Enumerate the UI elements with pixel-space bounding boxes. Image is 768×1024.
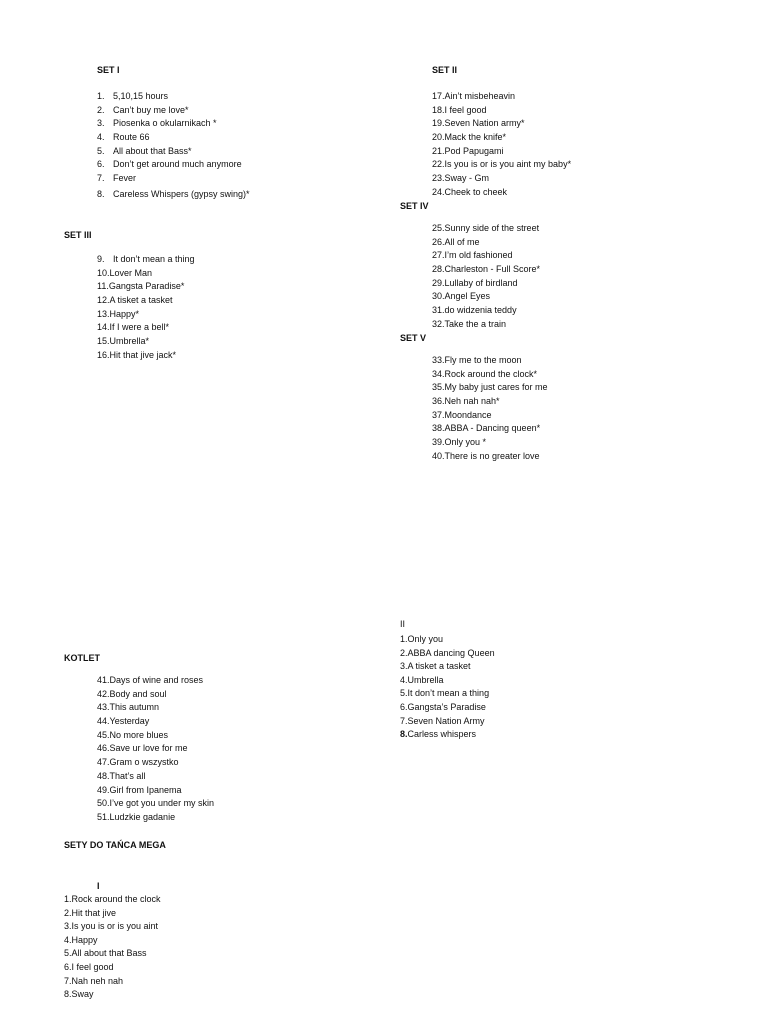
item-title: Gangsta’s Paradise xyxy=(407,701,486,712)
kotlet-list xyxy=(97,674,214,825)
item-title: It don’t mean a thing xyxy=(407,688,490,699)
list-item xyxy=(400,674,495,688)
item-number: 6. xyxy=(400,701,408,712)
list-item xyxy=(97,742,214,756)
mega-i-list xyxy=(64,893,161,1002)
list-item xyxy=(400,647,495,661)
item-title: I’m old fashioned xyxy=(444,250,513,261)
item-number: 26. xyxy=(432,236,445,247)
item-number: 28. xyxy=(432,264,445,275)
item-number: 48. xyxy=(97,770,110,781)
item-title: Umbrella* xyxy=(109,336,150,347)
list-item xyxy=(97,688,214,702)
list-item xyxy=(432,450,548,464)
item-number: 24. xyxy=(432,186,445,197)
list-item xyxy=(432,318,540,332)
list-item xyxy=(432,395,548,409)
item-number: 40. xyxy=(432,450,445,461)
item-title: Don’t get around much anymore xyxy=(113,159,242,170)
item-number: 3. xyxy=(97,118,105,129)
list-item xyxy=(432,263,540,277)
item-title: Is you is or is you aint my baby* xyxy=(444,159,572,170)
list-item xyxy=(97,145,250,159)
list-item xyxy=(97,131,250,145)
item-number: 12. xyxy=(97,295,110,306)
item-title: Only you * xyxy=(444,437,487,448)
list-item xyxy=(432,381,548,395)
item-number: 1. xyxy=(97,91,105,101)
item-title: Careless Whispers (gypsy swing)* xyxy=(113,188,250,199)
list-item xyxy=(432,236,540,250)
list-item xyxy=(97,756,214,770)
item-title: My baby just cares for me xyxy=(444,382,548,393)
item-number: 21. xyxy=(432,145,445,156)
item-title: Pod Papugami xyxy=(444,145,504,156)
list-item xyxy=(97,701,214,715)
item-title: Rock around the clock xyxy=(71,894,161,904)
list-item xyxy=(432,290,540,304)
list-item xyxy=(432,158,571,172)
item-number: 34. xyxy=(432,368,445,379)
item-title: Ain’t misbeheavin xyxy=(444,91,516,101)
item-number: 29. xyxy=(432,277,445,288)
item-title: That’s all xyxy=(109,770,146,781)
list-item xyxy=(97,267,195,281)
list-item xyxy=(97,253,195,267)
item-title: It don’t mean a thing xyxy=(113,254,195,264)
list-item xyxy=(432,277,540,291)
item-title: Gangsta Paradise* xyxy=(108,281,185,292)
item-title: Fever xyxy=(113,173,137,184)
list-item xyxy=(97,280,195,294)
item-number: 39. xyxy=(432,437,445,448)
list-item xyxy=(432,354,548,368)
item-number: 33. xyxy=(432,355,445,365)
list-item xyxy=(432,145,571,159)
item-title: Angel Eyes xyxy=(444,291,491,302)
list-item xyxy=(432,409,548,423)
item-title: Girl from Ipanema xyxy=(109,784,182,795)
list-item xyxy=(64,975,161,989)
item-number: 41. xyxy=(97,675,110,685)
set-iv-heading: SET IV xyxy=(400,201,429,211)
list-item xyxy=(432,117,571,131)
set-ii-heading: SET II xyxy=(432,65,458,75)
item-title: ABBA dancing Queen xyxy=(407,647,495,658)
list-item xyxy=(97,729,214,743)
item-number: 3. xyxy=(64,921,72,932)
list-item xyxy=(64,934,161,948)
item-title: Body and soul xyxy=(109,688,167,699)
item-number: 19. xyxy=(432,118,445,129)
mega-ii-list xyxy=(400,633,495,742)
item-title: Moondance xyxy=(444,409,492,420)
list-item xyxy=(97,715,214,729)
item-number: 30. xyxy=(432,291,445,302)
mega-i-heading: I xyxy=(97,881,100,891)
item-title: Umbrella xyxy=(407,674,444,685)
item-number: 16. xyxy=(97,349,110,360)
mega-sets-heading: SETY DO TAŃCA MEGA xyxy=(64,840,166,850)
item-title: Route 66 xyxy=(113,132,150,143)
list-item xyxy=(432,422,548,436)
item-title: Hit that jive jack* xyxy=(109,349,177,360)
item-number: 49. xyxy=(97,784,110,795)
set-i-list xyxy=(97,90,250,202)
list-item xyxy=(64,907,161,921)
item-number: 7. xyxy=(64,975,72,986)
list-item xyxy=(432,172,571,186)
set-iii-heading: SET III xyxy=(64,230,92,240)
item-title: Cheek to cheek xyxy=(444,186,508,197)
item-number: 45. xyxy=(97,729,110,740)
list-item xyxy=(400,701,495,715)
item-title: Nah neh nah xyxy=(71,975,124,986)
item-number: 7. xyxy=(400,715,408,726)
item-number: 8. xyxy=(97,188,105,199)
item-number: 8. xyxy=(400,729,408,740)
item-title: do widzenia teddy xyxy=(444,305,517,316)
set-i-heading: SET I xyxy=(97,65,120,75)
item-title: A tisket a tasket xyxy=(109,295,173,306)
item-title: Sway xyxy=(71,989,94,1000)
list-item xyxy=(432,104,571,118)
list-item xyxy=(97,104,250,118)
item-title: Happy* xyxy=(109,308,140,319)
list-item xyxy=(400,728,495,742)
item-number: 2. xyxy=(97,104,105,115)
list-item xyxy=(64,893,161,907)
item-title: 5,10,15 hours xyxy=(113,91,169,101)
list-item xyxy=(400,633,495,647)
item-number: 31. xyxy=(432,305,445,316)
item-number: 6. xyxy=(64,961,72,972)
set-v-list xyxy=(432,354,548,464)
item-number: 4. xyxy=(64,934,72,945)
item-number: 14. xyxy=(97,322,110,333)
item-title: Can’t buy me love* xyxy=(113,104,189,115)
item-title: Gram o wszystko xyxy=(109,757,179,768)
item-number: 37. xyxy=(432,409,445,420)
item-title: No more blues xyxy=(109,729,169,740)
item-title: Happy xyxy=(71,934,98,945)
item-number: 36. xyxy=(432,396,445,407)
item-number: 17. xyxy=(432,91,445,101)
item-number: 38. xyxy=(432,423,445,434)
kotlet-heading: KOTLET xyxy=(64,653,100,663)
item-number: 8. xyxy=(64,989,72,1000)
item-title: Lover Man xyxy=(109,267,153,278)
item-number: 51. xyxy=(97,811,110,822)
item-title: Lullaby of birdland xyxy=(444,277,518,288)
item-title: Days of wine and roses xyxy=(109,675,204,685)
mega-ii-heading: II xyxy=(400,619,406,629)
item-title: Charleston - Full Score* xyxy=(444,264,541,275)
list-item xyxy=(97,90,250,104)
item-number: 18. xyxy=(432,104,445,115)
item-number: 4. xyxy=(400,674,408,685)
item-title: All of me xyxy=(444,236,480,247)
list-item xyxy=(432,131,571,145)
item-title: This autumn xyxy=(109,702,160,713)
list-item xyxy=(64,988,161,1002)
item-title: I feel good xyxy=(444,104,487,115)
item-title: Take the a train xyxy=(444,318,507,329)
item-number: 4. xyxy=(97,132,105,143)
item-number: 3. xyxy=(400,661,408,672)
item-number: 27. xyxy=(432,250,445,261)
item-number: 5. xyxy=(97,145,105,156)
list-item xyxy=(400,715,495,729)
set-v-heading: SET V xyxy=(400,333,427,343)
item-number: 2. xyxy=(400,647,408,658)
item-title: Piosenka o okularnikach * xyxy=(113,118,217,129)
item-title: Sunny side of the street xyxy=(444,223,540,233)
set-ii-list xyxy=(432,90,571,200)
item-number: 6. xyxy=(97,159,105,170)
item-title: There is no greater love xyxy=(444,450,540,461)
item-title: Rock around the clock* xyxy=(444,368,538,379)
list-item xyxy=(97,308,195,322)
list-item xyxy=(97,797,214,811)
item-number: 1. xyxy=(64,894,72,904)
item-title: Mack the knife* xyxy=(444,132,507,143)
list-item xyxy=(64,947,161,961)
item-title: Seven Nation army* xyxy=(444,118,525,129)
item-number: 11. xyxy=(97,281,109,292)
item-number: 2. xyxy=(64,907,72,918)
item-number: 42. xyxy=(97,688,110,699)
list-item xyxy=(97,349,195,363)
list-item xyxy=(97,172,250,186)
list-item xyxy=(432,249,540,263)
item-number: 5. xyxy=(400,688,408,699)
item-title: All about that Bass* xyxy=(113,145,192,156)
item-number: 9. xyxy=(97,254,105,264)
list-item xyxy=(97,811,214,825)
item-title: Fly me to the moon xyxy=(444,355,522,365)
item-number: 47. xyxy=(97,757,110,768)
list-item xyxy=(97,770,214,784)
list-item xyxy=(432,186,571,200)
list-item xyxy=(97,335,195,349)
list-item xyxy=(97,188,250,202)
item-number: 25. xyxy=(432,223,445,233)
item-title: Is you is or is you aint xyxy=(71,921,159,932)
item-number: 23. xyxy=(432,173,445,184)
item-title: If I were a bell* xyxy=(109,322,170,333)
list-item xyxy=(97,784,214,798)
item-title: Hit that jive xyxy=(71,907,117,918)
item-title: Ludzkie gadanie xyxy=(109,811,176,822)
item-title: Save ur love for me xyxy=(109,743,188,754)
item-number: 46. xyxy=(97,743,110,754)
list-item xyxy=(432,222,540,236)
item-number: 1. xyxy=(400,634,408,644)
list-item xyxy=(400,687,495,701)
list-item xyxy=(432,304,540,318)
list-item xyxy=(97,321,195,335)
item-title: ABBA - Dancing queen* xyxy=(444,423,541,434)
item-number: 50. xyxy=(97,798,110,809)
set-iv-list xyxy=(432,222,540,332)
item-number: 35. xyxy=(432,382,445,393)
list-item xyxy=(97,674,214,688)
list-item xyxy=(432,90,571,104)
item-title: Sway - Gm xyxy=(444,173,490,184)
list-item xyxy=(432,436,548,450)
item-title: Only you xyxy=(407,634,444,644)
item-title: Neh nah nah* xyxy=(444,396,500,407)
item-number: 20. xyxy=(432,132,445,143)
item-title: A tisket a tasket xyxy=(407,661,471,672)
list-item xyxy=(400,660,495,674)
item-title: I’ve got you under my skin xyxy=(109,798,215,809)
item-number: 32. xyxy=(432,318,445,329)
list-item xyxy=(97,158,250,172)
item-number: 44. xyxy=(97,716,110,727)
item-number: 15. xyxy=(97,336,110,347)
item-title: Yesterday xyxy=(109,716,150,727)
item-title: Seven Nation Army xyxy=(407,715,485,726)
item-title: Carless whispers xyxy=(407,729,477,740)
list-item xyxy=(97,117,250,131)
item-number: 5. xyxy=(64,948,72,959)
set-iii-list xyxy=(97,253,195,363)
list-item xyxy=(64,920,161,934)
list-item xyxy=(432,368,548,382)
list-item xyxy=(97,294,195,308)
list-item xyxy=(64,961,161,975)
item-title: All about that Bass xyxy=(71,948,147,959)
item-number: 10. xyxy=(97,267,110,278)
item-number: 43. xyxy=(97,702,110,713)
item-number: 13. xyxy=(97,308,110,319)
item-number: 22. xyxy=(432,159,445,170)
item-title: I feel good xyxy=(71,961,114,972)
item-number: 7. xyxy=(97,173,105,184)
